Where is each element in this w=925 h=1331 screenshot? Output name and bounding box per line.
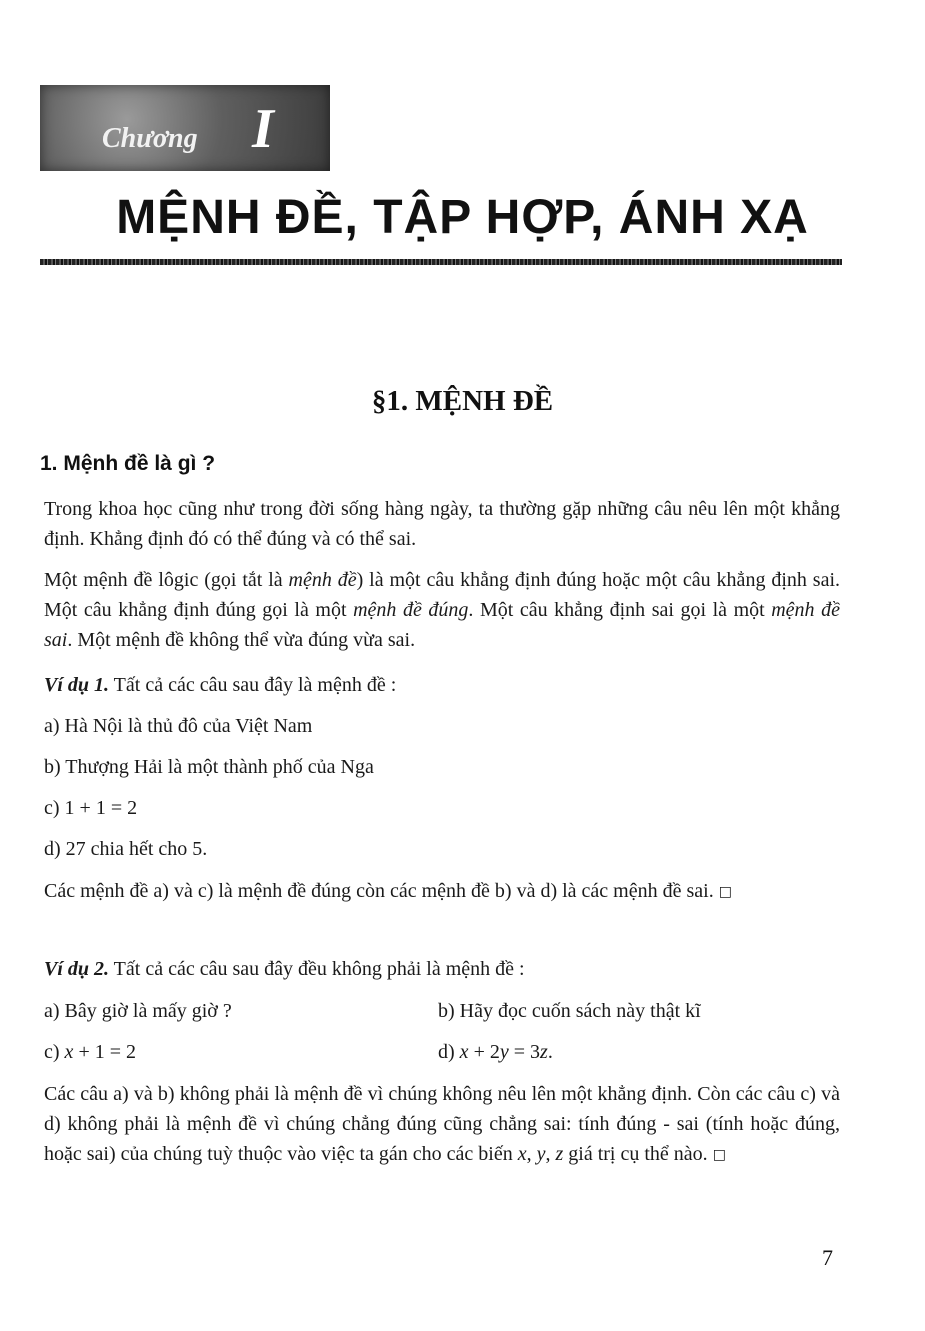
example-2-heading: Ví dụ 2. Tất cả các câu sau đây đều không phải là mệnh đề : (44, 958, 525, 980)
example-2-item-c: c) x + 1 = 2 (44, 1041, 136, 1063)
chapter-banner (40, 85, 330, 171)
example-1-item-d: d) 27 chia hết cho 5. (44, 838, 208, 860)
intro-paragraph-2: Một mệnh đề lôgic (gọi tắt là mệnh đề) là một câu khẳng định đúng hoặc một câu khẳng định sai. Một câu khẳng định đúng gọi là một mệnh đề đúng. Một câu khẳng định sai gọi là một mệnh đề sai. Một mệnh đề không thể vừa đúng vừa sai. (44, 569, 840, 651)
example-1-item-b: b) Thượng Hải là một thành phố của Nga (44, 756, 374, 778)
example-1-conclusion: Các mệnh đề a) và c) là mệnh đề đúng còn các mệnh đề b) và d) là các mệnh đề sai. □ (44, 876, 840, 907)
example-1-item-c: c) 1 + 1 = 2 (44, 797, 138, 819)
subheading: 1. Mệnh đề là gì ? (40, 452, 216, 475)
title-divider (40, 259, 842, 265)
example-2-conclusion: Các câu a) và b) không phải là mệnh đề vì chúng không nêu lên một khẳng định. Còn các câu c) và d) không phải là mệnh đề vì chúng chẳng đúng cũng chẳng sai: tính đúng - sai (tính hoặc đúng, hoặc sai) của chúng tuỳ thuộc vào việc ta gán cho các biến x, y, z giá trị cụ thể nào. □ (44, 1079, 840, 1170)
example-2-item-a: a) Bây giờ là mấy giờ ? (44, 1000, 232, 1022)
example-2-item-b: b) Hãy đọc cuốn sách này thật kĩ (438, 1000, 701, 1022)
example-1-heading: Ví dụ 1. Tất cả các câu sau đây là mệnh đề : (44, 674, 397, 696)
intro-paragraph-1: Trong khoa học cũng như trong đời sống hàng ngày, ta thường gặp những câu nêu lên một khẳng định. Khẳng định đó có thể đúng và có thể sai. (44, 498, 840, 550)
chapter-word: Chương (102, 123, 198, 154)
end-of-example-mark: □ (718, 884, 732, 900)
chapter-title: MỆNH ĐỀ, TẬP HỢP, ÁNH XẠ (116, 191, 809, 244)
chapter-number: I (252, 98, 274, 160)
example-1-item-a: a) Hà Nội là thủ đô của Việt Nam (44, 715, 313, 737)
page-number: 7 (822, 1245, 833, 1270)
example-2-item-d: d) x + 2y = 3z. (438, 1041, 553, 1063)
end-of-example-mark: □ (712, 1147, 726, 1163)
section-title: §1. MỆNH ĐỀ (371, 385, 554, 417)
